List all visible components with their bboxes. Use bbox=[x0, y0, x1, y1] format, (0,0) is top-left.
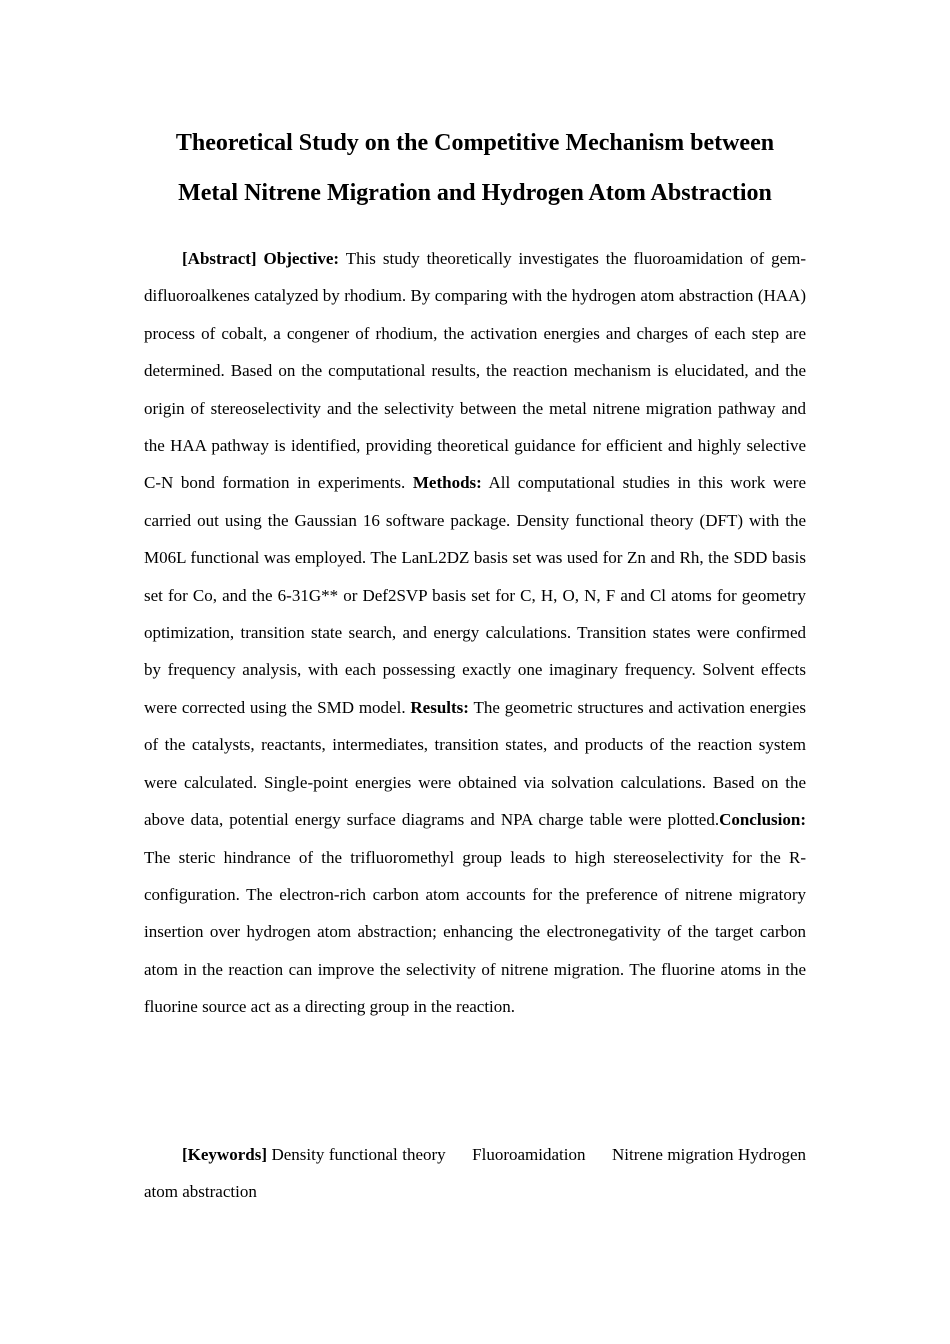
paper-title-line-1: Theoretical Study on the Competitive Mechanism between bbox=[175, 130, 775, 156]
keyword-item: Fluoroamidation bbox=[472, 1145, 586, 1164]
results-text: The geometric structures and activation energies of the catalysts, reactants, intermediates, transition states, and products of the reaction system were calculated. Single-point energies were obtained via solvation calculations. Based on the above data, potential energy surface diagrams and NPA charge table were plotted. bbox=[144, 697, 806, 830]
keywords-paragraph bbox=[144, 1136, 806, 1211]
keyword-item: Density functional theory bbox=[271, 1145, 446, 1164]
keywords-label: [Keywords] bbox=[182, 1145, 267, 1164]
paper-title-line-2: Metal Nitrene Migration and Hydrogen Atom Abstraction bbox=[178, 180, 772, 206]
abstract-paragraph bbox=[144, 240, 806, 1026]
objective-text: This study theoretically investigates the fluoroamidation of gem-difluoroalkenes catalyzed by rhodium. By comparing with the hydrogen atom abstraction (HAA) process of cobalt, a congener of rhodium, the activation energies and charges of each step are determined. Based on the computational results, the reaction mechanism is elucidated, and the origin of stereoselectivity and the selectivity between the metal nitrene migration pathway and the HAA pathway is identified, providing theoretical guidance for efficient and highly selective C-N bond formation in experiments. bbox=[144, 249, 806, 493]
methods-label: Methods: bbox=[412, 473, 482, 493]
paper-title bbox=[100, 118, 850, 218]
keyword-item: Nitrene migration bbox=[611, 1145, 734, 1164]
conclusion-text: The steric hindrance of the trifluoromethyl group leads to high stereoselectivity for the R-configuration. The electron-rich carbon atom accounts for the preference of nitrene migratory insertion over hydrogen atom abstraction; enhancing the electronegativity of the target carbon atom in the reaction can improve the selectivity of nitrene migration. The fluorine atoms in the fluorine source act as a directing group in the reaction. bbox=[144, 847, 806, 1017]
abstract-heading: [Abstract] Objective: bbox=[182, 249, 340, 268]
methods-text: All computational studies in this work were carried out using the Gaussian 16 software package. Density functional theory (DFT) with the M06L functional was employed. The LanL2DZ basis set was used for Zn and Rh, the SDD basis set for Co, and the 6-31G** or Def2SVP basis set for C, H, O, N, F and Cl atoms for geometry optimization, transition state search, and energy calculations. Transition states were confirmed by frequency analysis, with each possessing exactly one imaginary frequency. Solvent effects were corrected using the SMD model. bbox=[144, 473, 806, 717]
results-label: Results: bbox=[410, 697, 469, 717]
keyword-item: Hydrogen atom abstraction bbox=[144, 1145, 806, 1202]
conclusion-label: Conclusion: bbox=[719, 810, 806, 830]
